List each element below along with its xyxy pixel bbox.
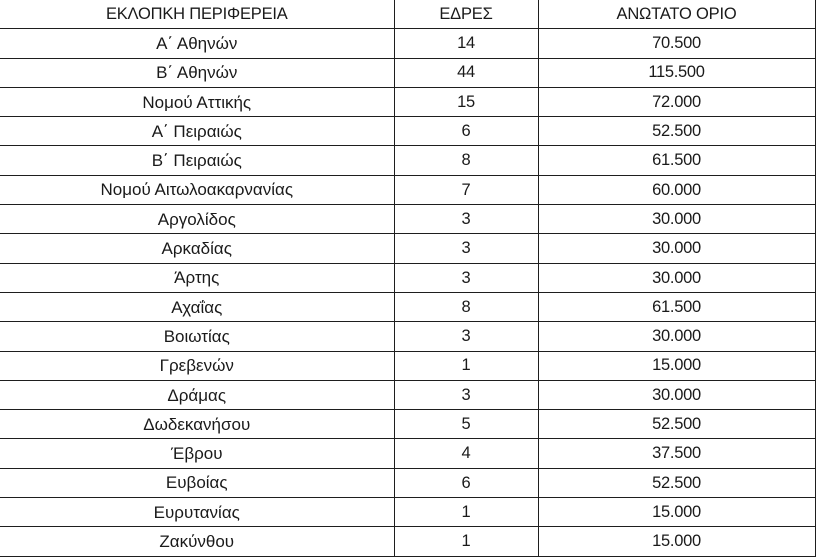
district-cell: Β΄ Πειραιώς xyxy=(0,146,394,175)
district-cell: Δωδεκανήσου xyxy=(0,410,394,439)
seats-cell: 3 xyxy=(394,322,538,351)
table-row xyxy=(0,351,815,380)
seats-cell: 8 xyxy=(394,146,538,175)
district-cell: Αρκαδίας xyxy=(0,234,394,263)
cap-cell: 30.000 xyxy=(538,380,815,409)
district-cell: Γρεβενών xyxy=(0,351,394,380)
cap-cell: 52.500 xyxy=(538,410,815,439)
seats-cell: 15 xyxy=(394,87,538,116)
table-row xyxy=(0,29,815,58)
seats-cell: 3 xyxy=(394,205,538,234)
district-cell: Αχαΐας xyxy=(0,292,394,321)
cap-cell: 37.500 xyxy=(538,439,815,468)
district-cell: Βοιωτίας xyxy=(0,322,394,351)
cap-cell: 15.000 xyxy=(538,498,815,527)
table-row xyxy=(0,146,815,175)
seats-cell: 6 xyxy=(394,117,538,146)
district-cell: Α΄ Πειραιώς xyxy=(0,117,394,146)
cap-cell: 30.000 xyxy=(538,322,815,351)
table-row xyxy=(0,410,815,439)
table-row xyxy=(0,380,815,409)
seats-cell: 1 xyxy=(394,527,538,556)
header-cap: ΑΝΩΤΑΤΟ ΟΡΙΟ xyxy=(538,0,815,29)
table-row xyxy=(0,292,815,321)
cap-cell: 60.000 xyxy=(538,175,815,204)
table-row xyxy=(0,439,815,468)
cap-cell: 52.500 xyxy=(538,117,815,146)
seats-cell: 4 xyxy=(394,439,538,468)
seats-cell: 7 xyxy=(394,175,538,204)
table-row xyxy=(0,117,815,146)
cap-cell: 61.500 xyxy=(538,146,815,175)
cap-cell: 61.500 xyxy=(538,292,815,321)
cap-cell: 70.500 xyxy=(538,29,815,58)
seats-cell: 8 xyxy=(394,292,538,321)
seats-cell: 44 xyxy=(394,58,538,87)
table-row xyxy=(0,87,815,116)
table-row xyxy=(0,468,815,497)
district-cell: Ζακύνθου xyxy=(0,527,394,556)
seats-cell: 6 xyxy=(394,468,538,497)
cap-cell: 30.000 xyxy=(538,263,815,292)
header-district: ΕΚΛΟΠΚΗ ΠΕΡΙΦΕΡΕΙΑ xyxy=(0,0,394,29)
table-row xyxy=(0,527,815,556)
district-cell: Α΄ Αθηνών xyxy=(0,29,394,58)
cap-cell: 30.000 xyxy=(538,234,815,263)
district-cell: Δράμας xyxy=(0,380,394,409)
cap-cell: 72.000 xyxy=(538,87,815,116)
cap-cell: 115.500 xyxy=(538,58,815,87)
district-cell: Β΄ Αθηνών xyxy=(0,58,394,87)
table-row xyxy=(0,234,815,263)
seats-cell: 3 xyxy=(394,234,538,263)
district-cell: Άρτης xyxy=(0,263,394,292)
table-row xyxy=(0,175,815,204)
table-row xyxy=(0,205,815,234)
cap-cell: 30.000 xyxy=(538,205,815,234)
table-row xyxy=(0,498,815,527)
district-cell: Έβρου xyxy=(0,439,394,468)
seats-cell: 3 xyxy=(394,263,538,292)
seats-cell: 14 xyxy=(394,29,538,58)
cap-cell: 15.000 xyxy=(538,351,815,380)
table-row xyxy=(0,263,815,292)
header-seats: ΕΔΡΕΣ xyxy=(394,0,538,29)
cap-cell: 52.500 xyxy=(538,468,815,497)
seats-cell: 1 xyxy=(394,498,538,527)
district-cell: Νομού Αιτωλοακαρνανίας xyxy=(0,175,394,204)
district-cell: Νομού Αττικής xyxy=(0,87,394,116)
table-row xyxy=(0,58,815,87)
cap-cell: 15.000 xyxy=(538,527,815,556)
table-header-row xyxy=(0,0,815,29)
district-cell: Ευρυτανίας xyxy=(0,498,394,527)
seats-cell: 1 xyxy=(394,351,538,380)
district-cell: Αργολίδος xyxy=(0,205,394,234)
table-row xyxy=(0,322,815,351)
district-cell: Ευβοίας xyxy=(0,468,394,497)
seats-cell: 5 xyxy=(394,410,538,439)
seats-cell: 3 xyxy=(394,380,538,409)
